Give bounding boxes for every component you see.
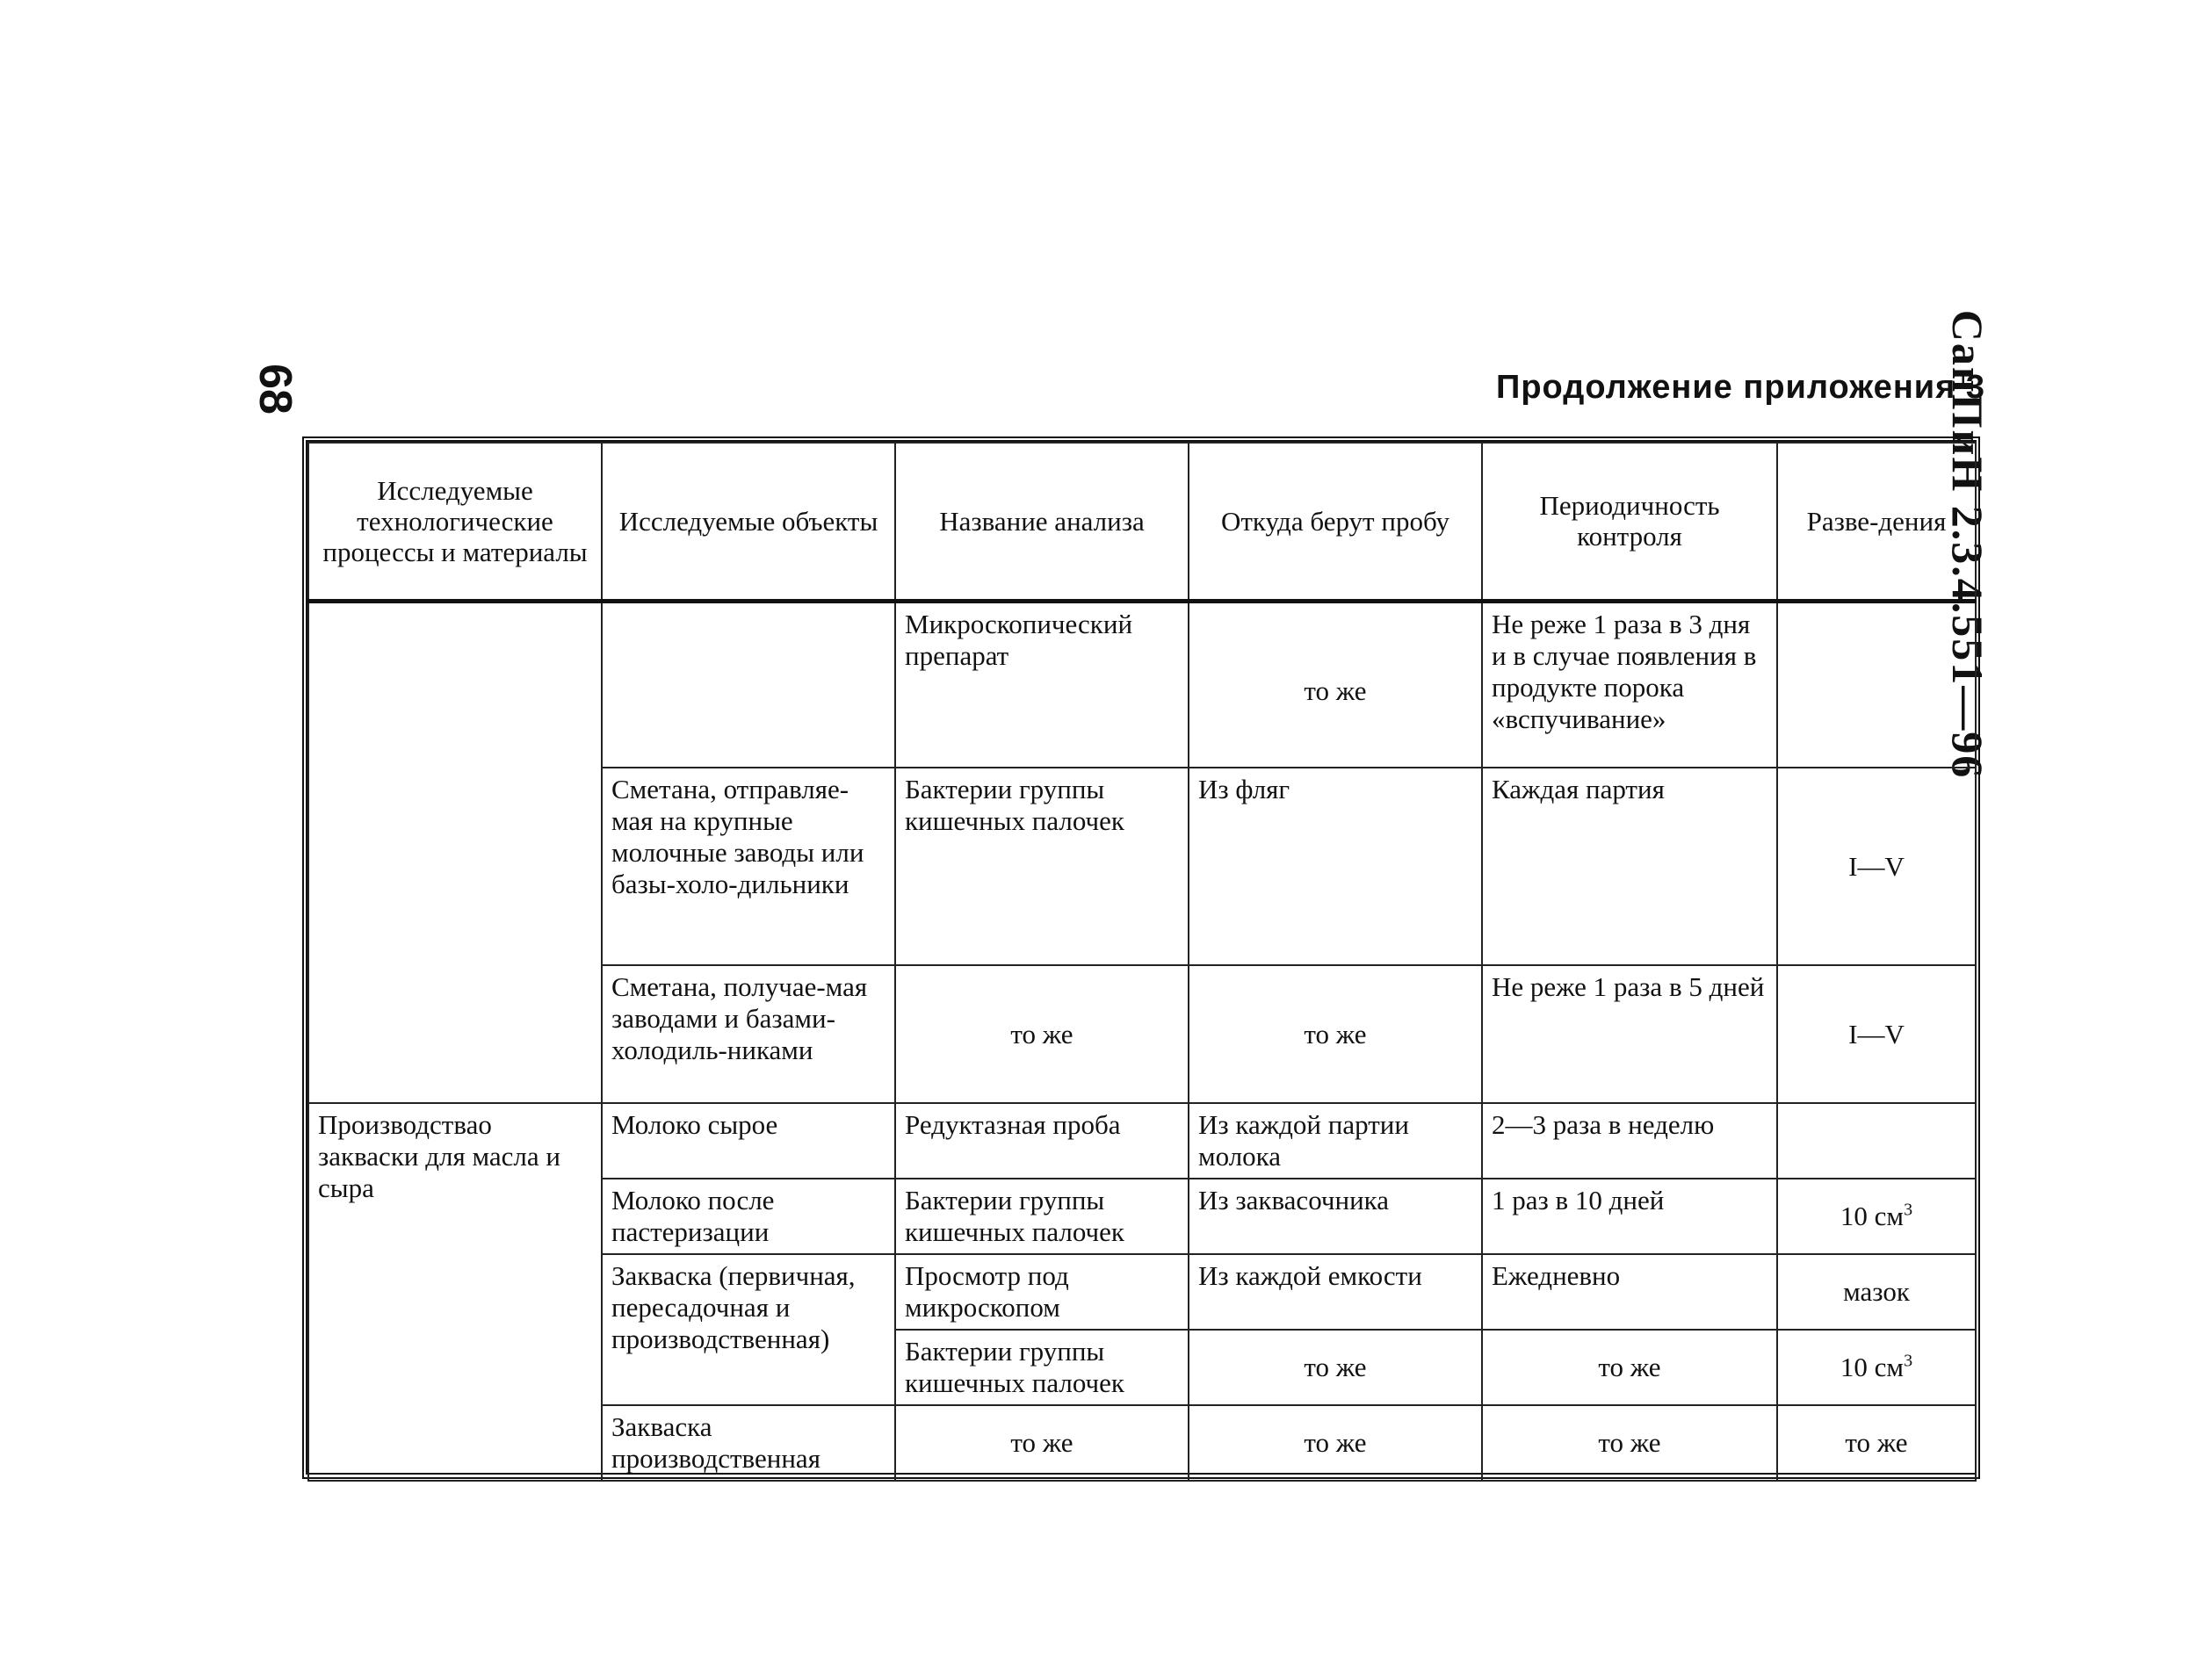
cell-process <box>308 601 602 1103</box>
cell-frequency: Ежедневно <box>1482 1254 1777 1330</box>
cell-source: Из фляг <box>1189 768 1482 965</box>
cell-source: Из каждой партии молока <box>1189 1103 1482 1179</box>
table-header-row <box>308 443 1976 601</box>
cell-frequency: Каждая партия <box>1482 768 1777 965</box>
dilution-exponent: 3 <box>1904 1200 1913 1220</box>
sanitary-control-table <box>307 442 1977 1482</box>
cell-frequency: Не реже 1 раза в 3 дня и в случае появления в продукте порока «вспучивание» <box>1482 601 1777 768</box>
cell-source: то же <box>1189 1330 1482 1405</box>
dilution-exponent: 3 <box>1904 1351 1913 1371</box>
cell-analysis: Редуктазная проба <box>895 1103 1189 1179</box>
cell-source: то же <box>1189 965 1482 1103</box>
dilution-value: 10 см <box>1840 1352 1905 1382</box>
cell-analysis: Микроскопический препарат <box>895 601 1189 768</box>
cell-source: то же <box>1189 1405 1482 1481</box>
cell-dilution <box>1777 601 1976 768</box>
cell-dilution <box>1777 1330 1976 1405</box>
cell-analysis: Бактерии группы кишечных палочек <box>895 1330 1189 1405</box>
cell-source: Из заквасочника <box>1189 1179 1482 1254</box>
cell-object: Закваска (первичная, пересадочная и производственная) <box>602 1254 895 1405</box>
cell-dilution: мазок <box>1777 1254 1976 1330</box>
cell-dilution: I—V <box>1777 965 1976 1103</box>
table-row <box>308 1103 1976 1179</box>
cell-object <box>602 601 895 768</box>
header-frequency: Периодичность контроля <box>1482 443 1777 601</box>
cell-analysis: Бактерии группы кишечных палочек <box>895 768 1189 965</box>
cell-object: Сметана, получае-мая заводами и базами-холодиль-никами <box>602 965 895 1103</box>
cell-dilution <box>1777 1103 1976 1179</box>
header-dilution: Разве-дения <box>1777 443 1976 601</box>
cell-object: Закваска производственная <box>602 1405 895 1481</box>
cell-dilution <box>1777 1179 1976 1254</box>
continuation-title: Продолжение приложения 3 <box>1496 369 1985 406</box>
document-code: СанПиН 2.3.4.551—96 <box>1943 309 1992 780</box>
cell-object: Молоко после пастеризации <box>602 1179 895 1254</box>
cell-frequency: 1 раз в 10 дней <box>1482 1179 1777 1254</box>
header-analysis: Название анализа <box>895 443 1189 601</box>
cell-source: то же <box>1189 601 1482 768</box>
cell-dilution: I—V <box>1777 768 1976 965</box>
cell-analysis: Просмотр под микроскопом <box>895 1254 1189 1330</box>
cell-frequency: то же <box>1482 1330 1777 1405</box>
cell-analysis: то же <box>895 965 1189 1103</box>
page-number: 68 <box>249 364 300 415</box>
dilution-value: 10 см <box>1840 1201 1905 1231</box>
header-source: Откуда берут пробу <box>1189 443 1482 601</box>
cell-frequency: 2—3 раза в неделю <box>1482 1103 1777 1179</box>
cell-dilution: то же <box>1777 1405 1976 1481</box>
header-process: Исследуемые технологические процессы и материалы <box>308 443 602 601</box>
cell-analysis: то же <box>895 1405 1189 1481</box>
table-row <box>308 601 1976 768</box>
cell-process: Производствао закваски для масла и сыра <box>308 1103 602 1481</box>
cell-object: Молоко сырое <box>602 1103 895 1179</box>
cell-object: Сметана, отправляе-мая на крупные молочные заводы или базы-холо-дильники <box>602 768 895 965</box>
cell-analysis: Бактерии группы кишечных палочек <box>895 1179 1189 1254</box>
cell-frequency: то же <box>1482 1405 1777 1481</box>
cell-source: Из каждой емкости <box>1189 1254 1482 1330</box>
header-object: Исследуемые объекты <box>602 443 895 601</box>
cell-frequency: Не реже 1 раза в 5 дней <box>1482 965 1777 1103</box>
